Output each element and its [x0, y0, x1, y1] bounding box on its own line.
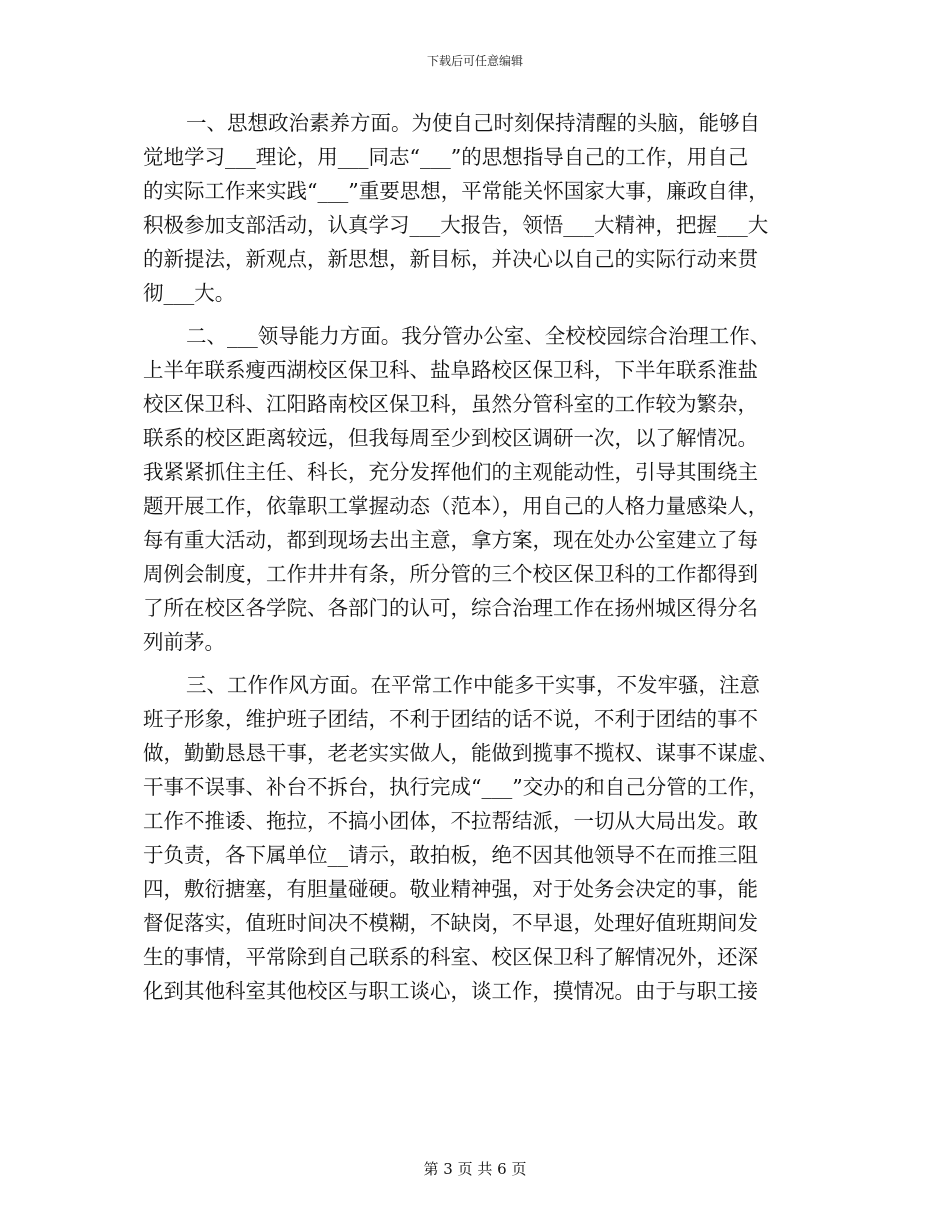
text-line: 四，敷衍搪塞，有胆量碰硬。敬业精神强，对于处务会决定的事，能: [143, 877, 758, 901]
text-line: 于负责，各下属单位__请示，敢拍板，绝不因其他领导不在而推三阻: [143, 843, 758, 867]
text-line: 生的事情，平常除到自己联系的科室、校区保卫科了解情况外，还深: [143, 945, 758, 969]
text-line: 觉地学习___理论，用___同志“___”的思想指导自己的工作，用自己: [143, 145, 749, 169]
text-line: 督促落实，值班时间决不模糊，不缺岗，不早退，处理好值班期间发: [143, 911, 758, 935]
text-line: 的实际工作来实践“___”重要思想，平常能关怀国家大事，廉政自律，: [143, 179, 769, 203]
text-line: 干事不误事、补台不拆台，执行完成“___”交办的和自己分管的工作，: [143, 775, 769, 799]
text-line: 上半年联系瘦西湖校区保卫科、盐阜路校区保卫科，下半年联系淮盐: [143, 358, 758, 382]
text-line: 题开展工作，依靠职工掌握动态（范本），用自己的人格力量感染人，: [143, 494, 769, 518]
text-line: 校区保卫科、江阳路南校区保卫科，虽然分管科室的工作较为繁杂，: [143, 392, 758, 416]
text-line: 了所在校区各学院、各部门的认可，综合治理工作在扬州城区得分名: [143, 596, 758, 620]
text-line: 做，勤勤恳恳干事，老老实实做人，能做到揽事不揽权、谋事不谋虚、: [143, 741, 779, 765]
text-line: 的新提法，新观点，新思想，新目标，并决心以自己的实际行动来贯: [143, 247, 758, 271]
text-line: 工作不推诿、拖拉，不搞小团体，不拉帮结派，一切从大局出发。敢: [143, 809, 758, 833]
text-line: 化到其他科室其他校区与职工谈心，谈工作，摸情况。由于与职工接: [143, 979, 758, 1003]
text-line: 二、___领导能力方面。我分管办公室、全校校园综合治理工作、: [186, 324, 771, 348]
text-line: 我紧紧抓住主任、科长，充分发挥他们的主观能动性，引导其围绕主: [143, 460, 758, 484]
text-line: 周例会制度，工作井井有条，所分管的三个校区保卫科的工作都得到: [143, 562, 758, 586]
text-line: 列前茅。: [143, 630, 225, 654]
text-line: 班子形象，维护班子团结，不利于团结的话不说，不利于团结的事不: [143, 707, 758, 731]
text-line: 每有重大活动，都到现场去出主意，拿方案，现在处办公室建立了每: [143, 528, 758, 552]
text-line: 彻___大。: [143, 281, 236, 305]
text-line: 一、思想政治素养方面。为使自己时刻保持清醒的头脑，能够自: [186, 111, 760, 135]
text-line: 联系的校区距离较远，但我每周至少到校区调研一次，以了解情况。: [143, 426, 758, 450]
text-line: 三、工作作风方面。在平常工作中能多干实事，不发牢骚，注意: [186, 673, 760, 697]
page-footer: 第 3 页 共 6 页: [423, 1160, 527, 1178]
text-line: 积极参加支部活动，认真学习___大报告，领悟___大精神，把握___大: [143, 213, 769, 237]
page-header: 下载后可任意编辑: [426, 54, 523, 68]
